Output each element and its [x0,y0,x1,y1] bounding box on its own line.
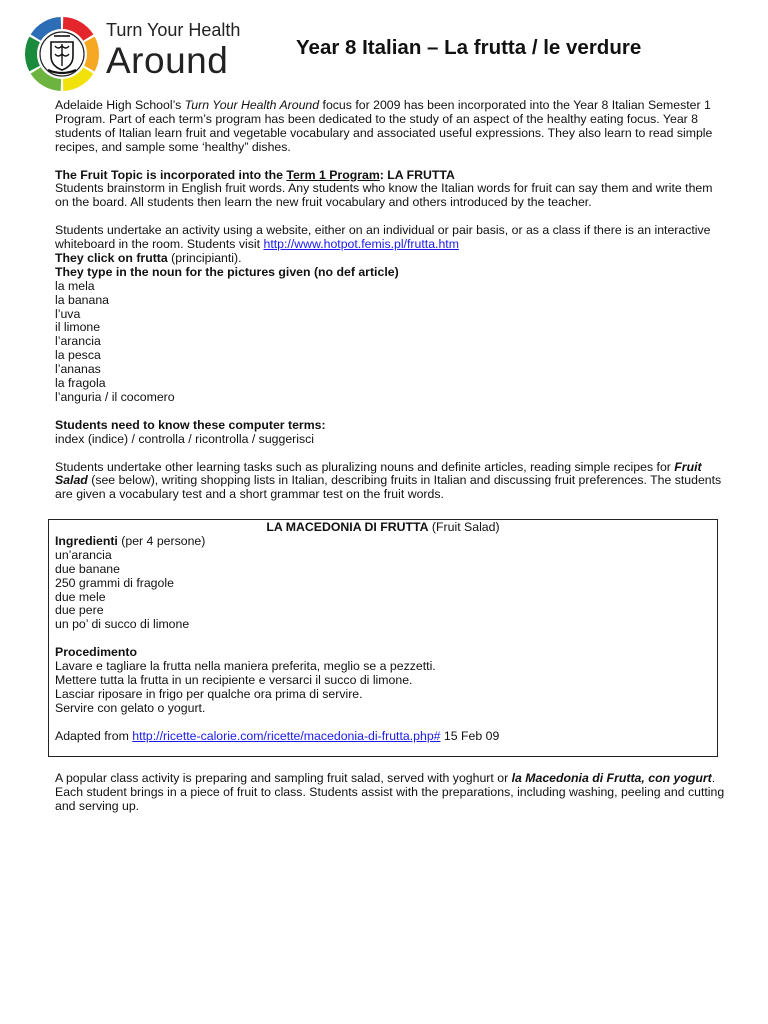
fruit-list-item: l’uva [55,306,81,321]
activity-paragraph [55,224,725,252]
closing-text-a: A popular class activity is preparing and sampling fruit salad, served with yoghurt or [55,771,512,785]
method-step: Lasciar riposare in frigo per qualche ora prima di servire. [55,686,363,701]
topic-heading-term: Term 1 Program [286,167,380,182]
ingredient-item: due mele [55,589,106,604]
tasks-paragraph [55,461,725,503]
fruit-list-item: la pesca [55,348,101,363]
closing-paragraph [55,772,725,814]
ingredient-item: due pere [55,603,104,618]
ingredient-item: un’arancia [55,547,112,562]
intro-text-c: focus for 2009 has been incorporated into the Year 8 Italian Semester 1 Program. Part of each term’s program has been dedicated to the study of an aspect of the healthy eating focus. Year 8 students of Italian learn fruit and vegetable vocabulary and associated useful expressions. They also learn to read simple recipes, and sample some ‘healthy” dishes. [55,98,713,154]
tasks-text-c: (see below), writing shopping lists in Italian, describing fruits in Italian and discussing fruit preferences. The students are given a vocabulary test and a short grammar test on the fruit words. [55,473,722,502]
logo-ring-segment [84,37,99,72]
tasks-fruit-salad: Fruit Salad [55,459,702,488]
ingredient-item: un po’ di succo di limone [55,617,190,632]
ingredient-list [55,549,711,632]
fruit-topic-heading [55,169,725,183]
recipe-title [55,521,711,535]
recipe-source [55,730,711,744]
logo-text-line-2: Around [106,40,229,81]
tasks-text-a: Students undertake other learning tasks such as pluralizing nouns and definite articles, reading simple recipes for [55,459,675,474]
recipe-title-bold: LA MACEDONIA DI FRUTTA [266,520,429,534]
intro-text-a: Adelaide High School’s [55,98,185,112]
click-instruction-rest: (principianti). [167,250,242,265]
closing-dish-name: la Macedonia di Frutta, con yogurt [511,771,712,785]
fruit-list-item: l’arancia [55,334,101,349]
fruit-list-item: l’ananas [55,362,101,377]
closing-section [55,772,725,814]
type-instruction: They type in the noun for the pictures given (no def article) [55,264,399,279]
closing-text-c: . Each student brings in a piece of fruit to class. Students assist with the preparations, including washing, peeling and cutting and serving up. [55,771,725,813]
hotpot-link[interactable]: http://www.hotpot.femis.pl/frutta.htm [263,237,459,252]
ingredient-item: due banane [55,561,120,576]
topic-heading-c: : LA FRUTTA [379,167,455,182]
main-content [55,99,725,502]
logo-text-line-1: Turn Your Health [106,20,241,40]
computer-terms-list: index (indice) / controlla / ricontrolla / suggerisci [55,431,315,446]
method-steps [55,660,711,716]
method-step: Servire con gelato o yogurt. [55,700,206,715]
recipe-source-a: Adapted from [55,728,133,743]
recipe-source-link[interactable]: http://ricette-calorie.com/ricette/macedonia-di-frutta.php# [132,728,441,743]
intro-focus-name: Turn Your Health Around [184,98,320,112]
ingredients-heading [55,535,711,549]
turn-your-health-around-logo [24,14,241,92]
fruit-list-item: l’anguria / il cocomero [55,390,175,404]
page-title: Year 8 Italian – La frutta / le verdure [296,36,642,59]
fruit-list-item: la mela [55,278,95,293]
ingredient-item: 250 grammi di fragole [55,575,174,590]
recipe-box [48,519,718,757]
school-crest-emblem-icon [24,16,100,92]
method-step: Lavare e tagliare la frutta nella maniera preferita, meglio se a pezzetti. [55,659,436,674]
topic-heading-a: The Fruit Topic is incorporated into the [55,167,287,182]
fruit-topic-body: Students brainstorm in English fruit words. Any students who know the Italian words for fruit can say them and write them on the board. All students then learn the new fruit vocabulary and others introduced by the teacher. [55,181,713,210]
fruit-list [55,280,725,405]
click-instruction-bold: They click on frutta [55,250,168,265]
fruit-list-item: la banana [55,292,110,307]
fruit-list-item: la fragola [55,376,106,391]
ingredients-heading-bold: Ingredienti [55,533,118,548]
method-heading: Procedimento [55,645,137,660]
logo-ring-segment [25,37,40,72]
activity-text: Students undertake an activity using a website, either on an individual or pair basis, or as a class if there is an interactive whiteboard in the room. Students visit [55,223,711,252]
ingredients-note: (per 4 persone) [117,533,206,548]
recipe-source-date: 15 Feb 09 [440,728,500,743]
intro-paragraph [55,99,725,155]
method-step: Mettere tutta la frutta in un recipiente e versarci il succo di limone. [55,672,413,687]
recipe-title-rest: (Fruit Salad) [428,520,500,534]
fruit-list-item: il limone [55,320,101,335]
computer-terms-heading: Students need to know these computer terms: [55,417,326,432]
click-instruction [55,252,725,266]
